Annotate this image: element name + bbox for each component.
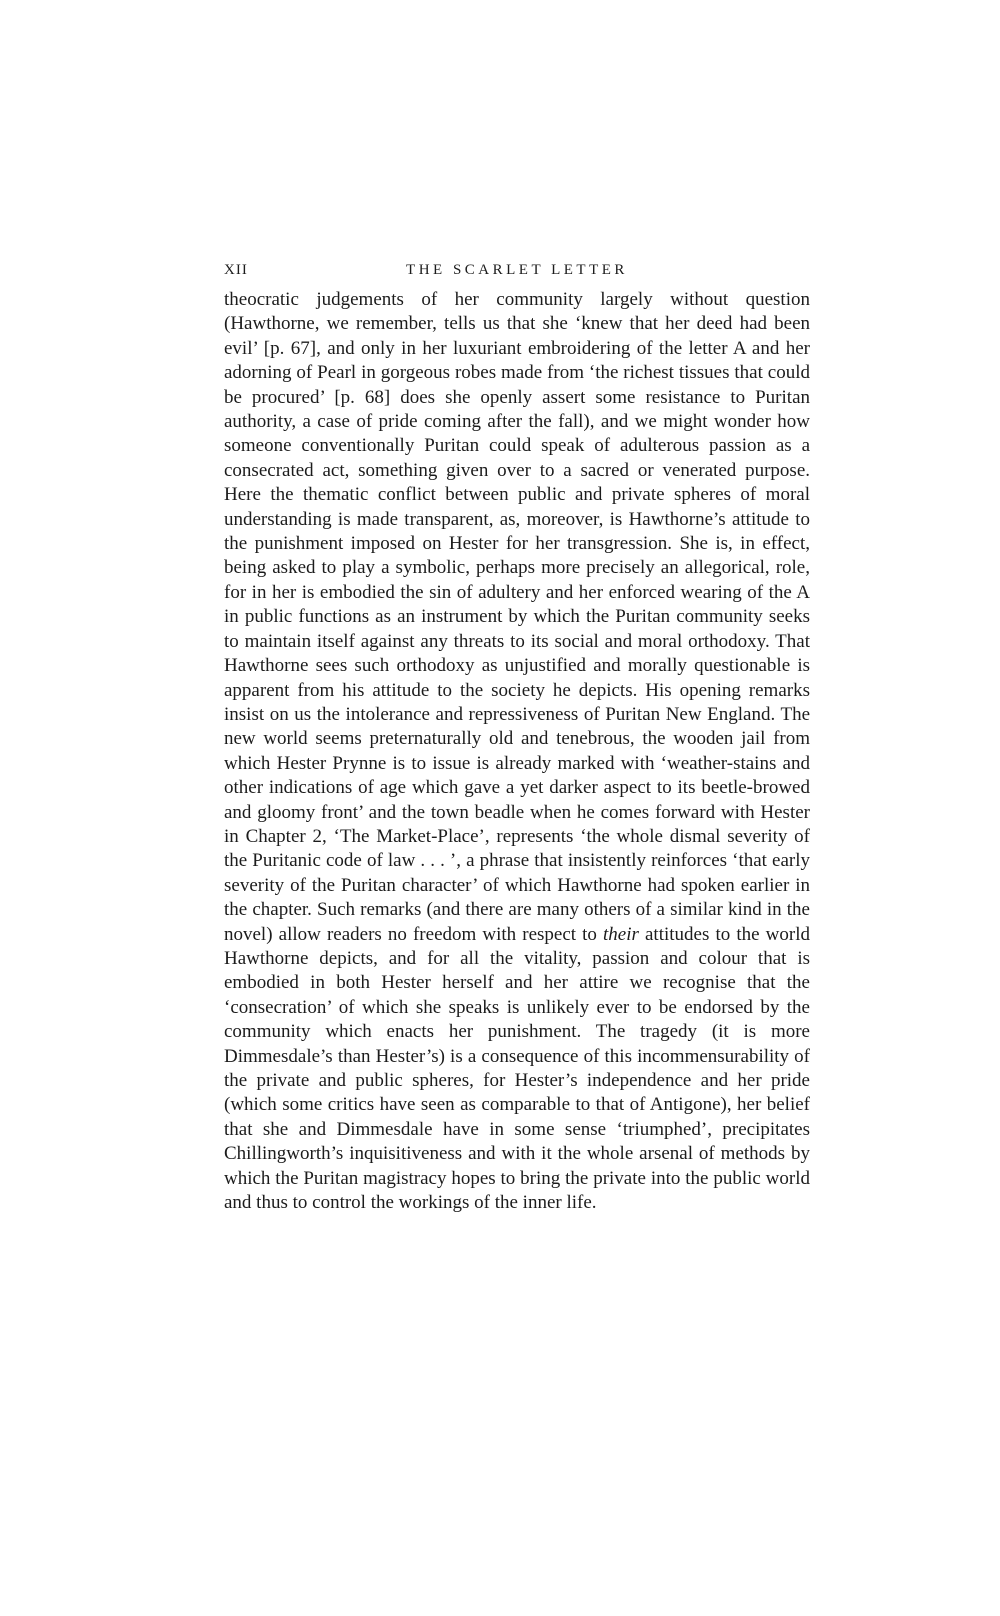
book-page xyxy=(224,262,810,1215)
body-text-part-2: attitudes to the world Hawthorne depicts, and for all the vitality, passion and colour that is embodied in both Hester herself and her attire we recognise that the ‘consecration’ of which she speaks is unlikely ever to be endorsed by the community which enacts her punishment. The tragedy (it is more Dimmesdale’s than Hester’s) is a consequence of this incommensurability of the private and public spheres, for Hester’s independence and her pride (which some critics have seen as comparable to that of Antigone), her belief that she and Dimmesdale have in some sense ‘triumphed’, precipitates Chillingworth’s inquisitiveness and with it the whole arsenal of methods by which the Puritan magistracy hopes to bring the private into the public world and thus to control the workings of the inner life. xyxy=(224,923,810,1214)
page-number: XII xyxy=(224,262,248,278)
body-paragraph xyxy=(224,288,810,1215)
running-head xyxy=(224,262,810,288)
body-text-part-1: theocratic judgements of her community largely without question (Hawthorne, we remember, tells us that she ‘knew that her deed had been evil’ [p. 67], and only in her luxuriant embroidering of the letter A and her adorning of Pearl in gorgeous robes made from ‘the richest tissues that could be procured’ [p. 68] does she openly assert some resistance to Puritan authority, a case of pride coming after the fall), and we might wonder how someone conventionally Puritan could speak of adulterous passion as a consecrated act, something given over to a sacred or venerated purpose. Here the thematic conflict between public and private spheres of moral understanding is made transparent, as, moreover, is Hawthorne’s attitude to the punishment imposed on Hester for her transgression. She is, in effect, being asked to play a symbolic, perhaps more precisely an allegorical, role, for in her is embodied the sin of adultery and her enforced wearing of the A in public functions as an instrument by which the Puritan community seeks to maintain itself against any threats to its social and moral orthodoxy. That Hawthorne sees such orthodoxy as unjustified and morally questionable is apparent from his attitude to the society he depicts. His opening remarks insist on us the intolerance and repressiveness of Puritan New England. The new world seems preternaturally old and tenebrous, the wooden jail from which Hester Prynne is to issue is already marked with ‘weather-stains and other indications of age which gave a yet darker aspect to its beetle-browed and gloomy front’ and the town beadle when he comes forward with Hester in Chapter 2, ‘The Market-Place’, represents ‘the whole dismal severity of the Puritanic code of law . . . ’, a phrase that insistently reinforces ‘that early severity of the Puritan character’ of which Hawthorne had spoken earlier in the chapter. Such remarks (and there are many others of a similar kind in the novel) allow readers no freedom with respect to xyxy=(224,289,810,945)
italic-emphasis: their xyxy=(603,923,639,945)
running-title: THE SCARLET LETTER xyxy=(406,262,628,278)
